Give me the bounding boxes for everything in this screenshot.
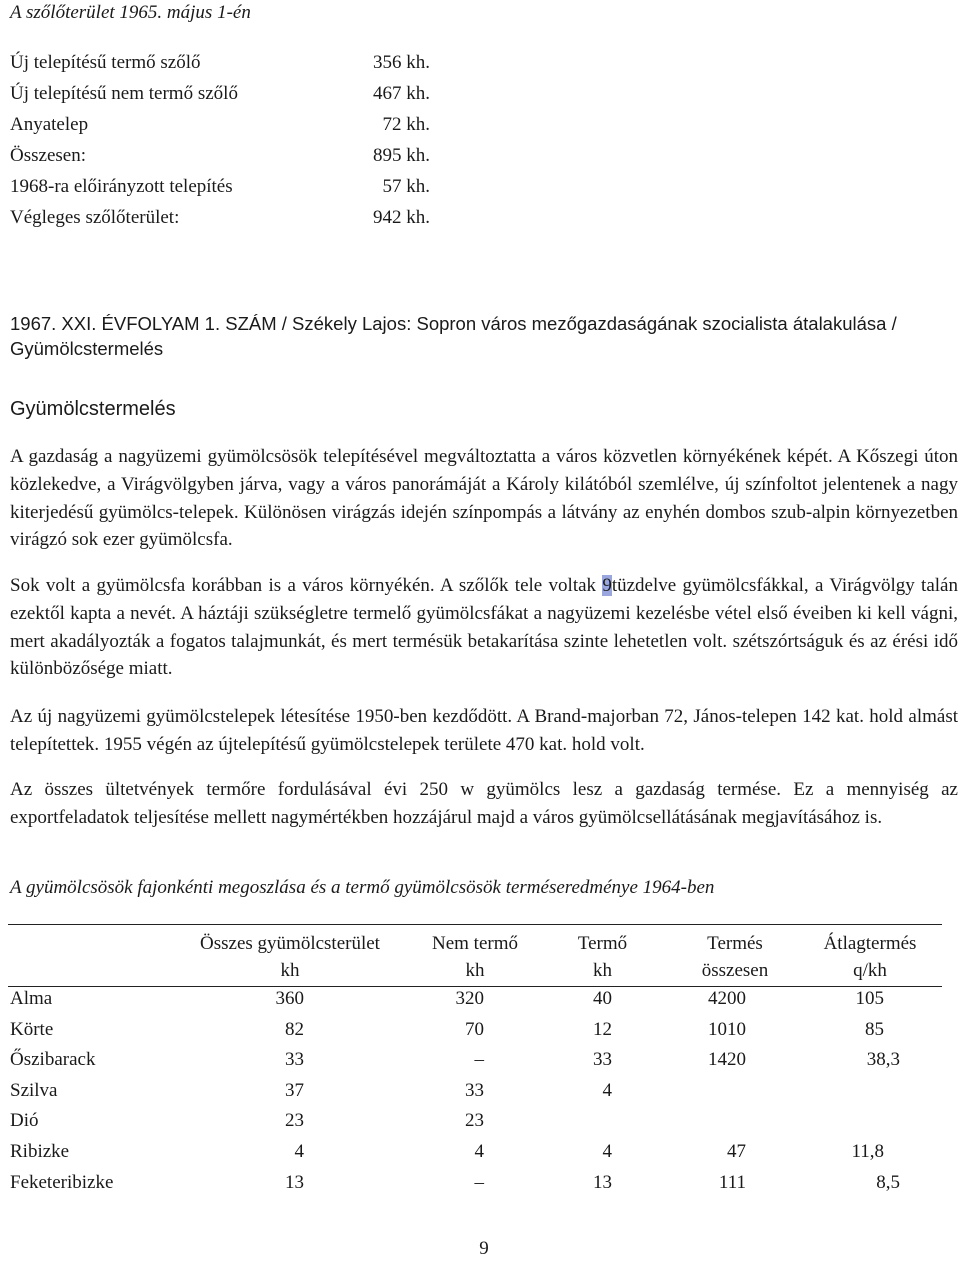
table-cell-total: 33 bbox=[285, 1049, 304, 1070]
table-cell-average: 8,5 bbox=[876, 1172, 900, 1193]
paragraph bbox=[10, 572, 958, 683]
table-cell-yield: 1010 bbox=[708, 1019, 746, 1040]
vineyard-row-value: 942 kh. bbox=[373, 207, 430, 228]
table-header-average bbox=[800, 930, 940, 984]
vineyard-row bbox=[10, 176, 450, 207]
vineyard-row-value: 895 kh. bbox=[373, 145, 430, 166]
table-cell-yield: 4200 bbox=[708, 988, 746, 1009]
table-cell-name: Körte bbox=[10, 1019, 54, 1040]
table-cell-name: Szilva bbox=[10, 1080, 58, 1101]
header-unit: kh bbox=[593, 960, 612, 981]
table-cell-nonbearing: 4 bbox=[474, 1141, 484, 1162]
table-cell-bearing: 40 bbox=[593, 988, 612, 1009]
header-unit: kh bbox=[465, 960, 485, 981]
page-number: 9 bbox=[479, 1238, 489, 1259]
header-unit: összesen bbox=[701, 960, 769, 981]
table-cell-bearing: 4 bbox=[602, 1141, 612, 1162]
table-cell-average: 38,3 bbox=[866, 1049, 900, 1070]
table-cell-nonbearing: 320 bbox=[455, 988, 484, 1009]
table-header-rule bbox=[8, 986, 942, 987]
header-line: Összes gyümölcsterület bbox=[200, 933, 380, 954]
table-cell-bearing: 33 bbox=[593, 1049, 612, 1070]
table-cell-nonbearing: – bbox=[474, 1172, 484, 1193]
table-cell-name: Őszibarack bbox=[10, 1049, 96, 1070]
vineyard-row-value: 57 kh. bbox=[382, 176, 430, 197]
table-cell-total: 360 bbox=[275, 988, 304, 1009]
table-cell-nonbearing: 23 bbox=[465, 1110, 484, 1131]
vineyard-row-value: 356 kh. bbox=[373, 52, 430, 73]
paragraph: Az új nagyüzemi gyümölcstelepek létesítése 1950-ben kezdődött. A Brand-majorban 72, János-telepen 142 kat. hold almást telepítettek. 1955 végén az újtelepítésű gyümölcstelepek területe 470 kat. hold volt. bbox=[10, 706, 958, 755]
vineyard-row-value: 467 kh. bbox=[373, 83, 430, 104]
paragraph: Az összes ültetvények termőre fordulásával évi 250 w gyümölcs lesz a gazdaság termése. Ez a mennyiség az exportfeladatok teljesítése mellett nagymértékben hozzájárul majd a város gyümölcsellátásának megjavításához is. bbox=[10, 779, 958, 828]
table-cell-total: 13 bbox=[285, 1172, 304, 1193]
table-cell-name: Alma bbox=[10, 988, 53, 1009]
vineyard-row-label: Végleges szőlőterület: bbox=[10, 207, 180, 228]
header-line: Termés bbox=[707, 933, 763, 954]
vineyard-row-label: Új telepítésű termő szőlő bbox=[10, 52, 201, 73]
vineyard-row-label: 1968-ra előirányzott telepítés bbox=[10, 176, 233, 197]
table-cell-name: Feketeribizke bbox=[10, 1172, 114, 1193]
table-cell-nonbearing: 33 bbox=[465, 1080, 484, 1101]
paragraph: A gazdaság a nagyüzemi gyümölcsösök telepítésével megváltoztatta a város közvetlen környékének képét. A Kőszegi úton közlekedve, a Virágvölgyben járva, vagy a város panorámáját a Károly kilátóból szemlélve, új színfoltot jelentenek a nagy kiterjedésű gyümölcs-telepek. Különösen virágzás idején színpompás a látvány az enyhén dombos szub-alpin környezetben virágzó sok ezer gyümölcsfa. bbox=[10, 446, 958, 551]
table-cell-yield: 1420 bbox=[708, 1049, 746, 1070]
vineyard-row-value: 72 kh. bbox=[382, 114, 430, 135]
table-cell-name: Dió bbox=[10, 1110, 39, 1131]
table-cell-nonbearing: – bbox=[474, 1049, 484, 1070]
vineyard-row bbox=[10, 114, 450, 145]
table-cell-bearing: 13 bbox=[593, 1172, 612, 1193]
vineyard-row-label: Összesen: bbox=[10, 145, 86, 166]
table-cell-nonbearing: 70 bbox=[465, 1019, 484, 1040]
table-cell-total: 23 bbox=[285, 1110, 304, 1131]
table-cell-total: 82 bbox=[285, 1019, 304, 1040]
vineyard-row bbox=[10, 207, 450, 238]
header-unit: kh bbox=[280, 960, 300, 981]
table-cell-average: 85 bbox=[865, 1019, 884, 1040]
article-source-heading: 1967. XXI. ÉVFOLYAM 1. SZÁM / Székely Lajos: Sopron város mezőgazdaságának szocialista átalakulása / Gyümölcstermelés bbox=[10, 313, 897, 359]
section-heading: Gyümölcstermelés bbox=[10, 398, 176, 420]
header-line: Nem termő bbox=[431, 933, 518, 954]
table-header-total bbox=[170, 930, 410, 984]
paragraph-text: tüzdelve gyümölcsfákkal, a Virágvölgy talán ezektől kapta a nevét. A háztáji szükségletre termelő gyümölcsfákat a nagyüzemi kezelésbe vétel első éveiben ki kell vágni, mert akadályozták a fogatos talajmunkát, és mert termésük betakarítása szinte lehetetlen volt. szétszórtságuk és az érési idő különbözősége miatt. bbox=[10, 575, 958, 680]
paragraph-text: Sok volt a gyümölcsfa korábban is a város környékén. A szőlők tele voltak bbox=[10, 575, 603, 596]
table-cell-average: 105 bbox=[855, 988, 884, 1009]
vineyard-row bbox=[10, 52, 450, 83]
header-unit: q/kh bbox=[853, 960, 887, 981]
table-cell-average: 11,8 bbox=[851, 1141, 884, 1162]
header-line: Átlagtermés bbox=[823, 933, 917, 954]
table-header-nonbearing bbox=[410, 930, 540, 984]
table-cell-total: 4 bbox=[294, 1141, 304, 1162]
table-top-rule bbox=[8, 924, 942, 925]
highlighted-page-marker: 9 bbox=[602, 575, 612, 596]
table-cell-name: Ribizke bbox=[10, 1141, 70, 1162]
table-cell-bearing: 4 bbox=[602, 1080, 612, 1101]
vineyard-row-label: Új telepítésű nem termő szőlő bbox=[10, 83, 238, 104]
table-cell-yield: 111 bbox=[718, 1172, 746, 1193]
vineyard-row bbox=[10, 145, 450, 176]
vineyard-area-list bbox=[10, 52, 450, 238]
header-line: Termő bbox=[577, 933, 628, 954]
table-cell-bearing: 12 bbox=[593, 1019, 612, 1040]
table-cell-yield: 47 bbox=[727, 1141, 746, 1162]
table-caption: A gyümölcsösök fajonkénti megoszlása és a termő gyümölcsösök terméseredménye 1964-ben bbox=[10, 877, 715, 898]
table-cell-total: 37 bbox=[285, 1080, 304, 1101]
vineyard-row bbox=[10, 83, 450, 114]
vineyard-title: A szőlőterület 1965. május 1-én bbox=[10, 2, 251, 23]
table-header-yield bbox=[670, 930, 800, 984]
vineyard-row-label: Anyatelep bbox=[10, 114, 89, 135]
table-header-bearing bbox=[550, 930, 655, 984]
